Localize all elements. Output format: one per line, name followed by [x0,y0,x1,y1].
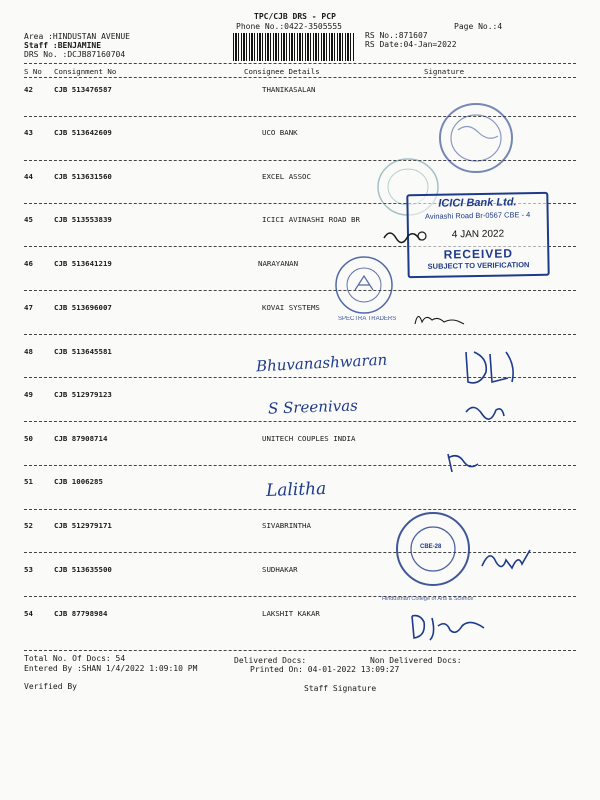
divider [24,509,576,510]
row-consignment: CJB 513553839 [54,215,112,224]
row-consignment: CJB 513645581 [54,347,112,356]
divider [24,650,576,651]
col-consignment-header: Consignment No [54,67,117,76]
row-sno: 54 [24,609,33,618]
barcode [233,33,355,61]
row-sno: 44 [24,172,33,181]
row-consignment: CJB 513696007 [54,303,112,312]
stamp-subject: SUBJECT TO VERIFICATION [427,260,530,271]
table-row [0,303,600,313]
row-sno: 53 [24,565,33,574]
verified-by: Verified By [24,682,77,691]
table-row [0,609,600,619]
row-consignment: CJB 87908714 [54,434,108,443]
divider [24,77,576,78]
signature-mark [444,448,484,476]
signature-mark [380,224,430,248]
signature-mark [406,608,490,644]
row-sno: 46 [24,259,33,268]
spectra-label: SPECTRA TRADERS [338,316,397,322]
signature-mark [476,540,534,580]
divider [24,63,576,64]
area-label: Area :HINDUSTAN AVENUE [24,32,130,41]
row-sno: 52 [24,521,33,530]
printed-on: Printed On: 04-01-2022 13:09:27 [250,665,400,674]
divider [24,290,576,291]
row-consignee: THANIKASALAN [262,85,316,94]
row-consignment: CJB 513631560 [54,172,112,181]
row-consignee: SUDHAKAR [262,565,298,574]
row-sno: 45 [24,215,33,224]
row-consignee: SIVABRINTHA [262,521,311,530]
staff-signature: Staff Signature [304,684,377,693]
staff-label: Staff :BENJAMINE [24,41,102,50]
row-consignment: CJB 87798984 [54,609,108,618]
row-consignment: CJB 513641219 [54,259,112,268]
row-consignee: KOVAI SYSTEMS [262,303,320,312]
report-title: TPC/CJB DRS - PCP [254,12,336,21]
stamp-received: RECEIVED [443,246,514,262]
col-consignee-header: Consignee Details [244,67,320,76]
spectra-traders-stamp [333,254,395,316]
row-sno: 43 [24,128,33,137]
row-consignment: CJB 512979123 [54,390,112,399]
non-delivered-docs: Non Delivered Docs: [370,656,462,665]
row-consignment: CJB 513476587 [54,85,112,94]
table-row [0,434,600,444]
signature-mark [412,306,468,330]
stamp-bank-name: ICICI Bank Ltd. [438,196,517,210]
row-consignee: EXCEL ASSOC [262,172,311,181]
table-row [0,85,600,95]
total-docs: Total No. Of Docs: 54 [24,654,126,663]
row-consignee: LAKSHIT KAKAR [262,609,320,618]
signature-mark [462,392,508,428]
col-sno-header: S No [24,67,42,76]
table-row [0,521,600,531]
entered-by: Entered By :SHAN 1/4/2022 1:09:10 PM [24,664,198,673]
row-sno: 47 [24,303,33,312]
college-name: Hindusthan College of Arts & Science [382,596,474,602]
phone-number: Phone No.:0422-3505555 [236,22,342,31]
stamp-date: 4 JAN 2022 [451,228,505,241]
row-consignment: CJB 512979171 [54,521,112,530]
stamp-branch: Avinashi Road Br-0567 CBE - 4 [424,210,531,221]
delivered-docs: Delivered Docs: [234,656,307,665]
row-sno: 49 [24,390,33,399]
rs-number: RS No.:871607 [365,31,428,40]
handwritten-name-51: Lalitha [265,478,327,502]
rs-date: RS Date:04-Jan=2022 [365,40,457,49]
col-signature-header: Signature [424,67,465,76]
row-sno: 50 [24,434,33,443]
row-sno: 42 [24,85,33,94]
row-consignee: UCO BANK [262,128,298,137]
row-consignment: CJB 513635500 [54,565,112,574]
divider [24,465,576,466]
page-number: Page No.:4 [454,22,503,31]
row-consignee: ICICI AVINASHI ROAD BR [262,215,360,224]
signature-mark [460,342,524,390]
row-consignment: CJB 513642609 [54,128,112,137]
divider [24,596,576,597]
row-consignee: UNITECH COUPLES INDIA [262,434,356,443]
handwritten-name-48: Bhuvanashwaran [255,350,388,376]
handwritten-name-49: S Sreenivas [267,396,359,418]
row-sno: 48 [24,347,33,356]
divider [24,334,576,335]
row-consignee: NARAYANAN [258,259,299,268]
drs-number: DRS No. :DCJB87160704 [24,50,126,59]
row-sno: 51 [24,477,33,486]
row-consignment: CJB 1006285 [54,477,103,486]
college-code: CBE-28 [420,544,442,550]
